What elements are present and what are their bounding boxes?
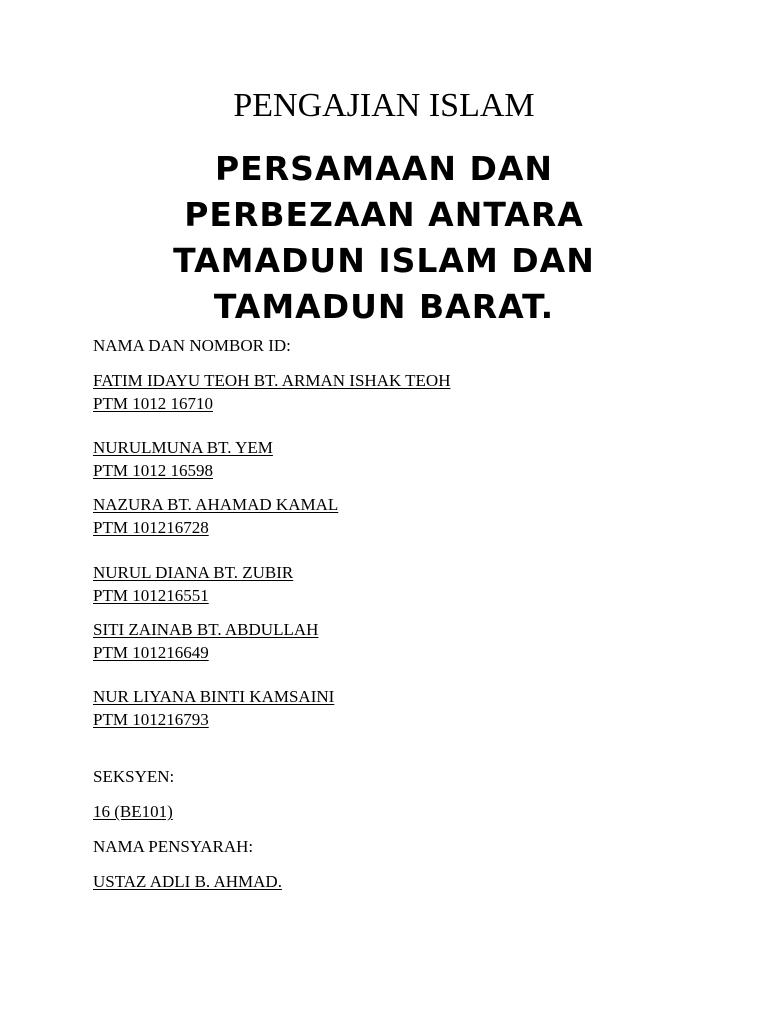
member-name: FATIM IDAYU TEOH BT. ARMAN ISHAK TEOH: [93, 371, 451, 390]
member-id: PTM 1012 16710: [93, 394, 213, 413]
member-name: NAZURA BT. AHAMAD KAMAL: [93, 495, 339, 514]
title-line: PERSAMAAN DAN: [214, 149, 554, 188]
section-label: SEKSYEN:: [93, 767, 175, 786]
member-name: NURULMUNA BT. YEM: [93, 438, 273, 457]
title-line: TAMADUN ISLAM DAN: [173, 241, 595, 280]
lecturer-value: USTAZ ADLI B. AHMAD.: [93, 872, 282, 891]
member-id: PTM 101216728: [93, 518, 209, 537]
section-value: 16 (BE101): [93, 802, 173, 821]
title-line: PERBEZAAN ANTARA: [184, 195, 584, 234]
member-id: PTM 101216649: [93, 643, 209, 662]
member-name: SITI ZAINAB BT. ABDULLAH: [93, 620, 319, 639]
members-label: NAMA DAN NOMBOR ID:: [93, 336, 291, 355]
document-title: [0, 146, 768, 330]
subject-heading: PENGAJIAN ISLAM: [233, 87, 535, 124]
lecturer-label: NAMA PENSYARAH:: [93, 837, 254, 856]
member-name: NURUL DIANA BT. ZUBIR: [93, 563, 294, 582]
member-name: NUR LIYANA BINTI KAMSAINI: [93, 687, 335, 706]
member-id: PTM 1012 16598: [93, 461, 213, 480]
member-id: PTM 101216551: [93, 586, 209, 605]
member-id: PTM 101216793: [93, 710, 209, 729]
title-line: TAMADUN BARAT.: [213, 287, 555, 326]
